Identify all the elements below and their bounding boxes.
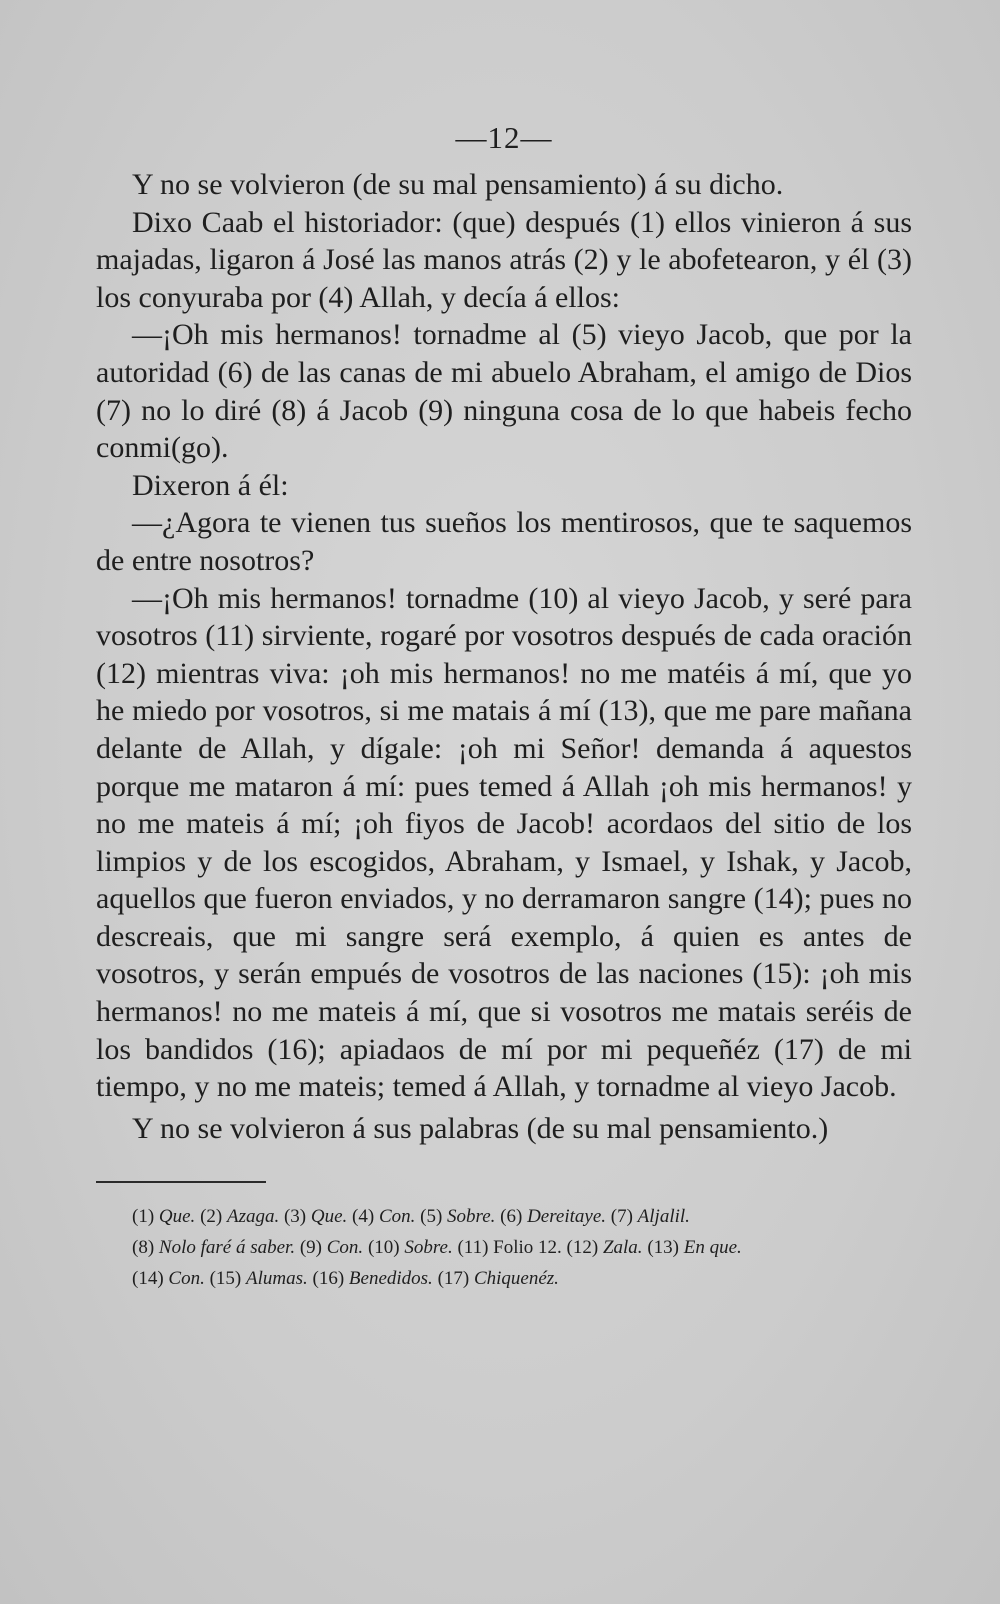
- footnote: (11) Folio 12.: [457, 1237, 562, 1259]
- book-page: [96, 118, 912, 1294]
- footnote: (5) Sobre.: [420, 1206, 496, 1228]
- footnote: (3) Que.: [283, 1206, 348, 1228]
- paragraph: Dixeron á él:: [132, 468, 289, 502]
- footnote-divider: [96, 1181, 266, 1183]
- paragraph: Y no se volvieron á sus palabras (de su mal pensamiento.): [132, 1111, 829, 1145]
- footnote: (15) Alumas.: [209, 1268, 308, 1290]
- footnote: (6) Dereitaye.: [500, 1206, 607, 1228]
- body-text: [96, 166, 912, 1147]
- footnote: (17) Chiquenéz.: [437, 1268, 559, 1290]
- footnote: (9) Con.: [299, 1237, 364, 1259]
- footnote: (8) Nolo faré á saber.: [132, 1237, 296, 1259]
- paragraph: Y no se volvieron (de su mal pensamiento) á su dicho.: [132, 168, 784, 201]
- paragraph: —¡Oh mis hermanos! tornadme (10) al vieyo Jacob, y seré para vosotros (11) sirviente, rogaré por vosotros después de cada oración (12) mientras viva: ¡oh mis hermanos! no me matéis á mí, que yo he miedo por vosotros, si me matais á mí (13), que me pare mañana delante de Allah, y dígale: ¡oh mi Señor! demanda á aquestos porque me mataron á mí: pues temed á Allah ¡oh mis hermanos! y no me mateis á mí; ¡oh fiyos de Jacob! acordaos del sitio de los limpios y de los escogidos, Abraham, y Ismael, y Ishak, y Jacob, aquellos que fueron enviados, y no derramaron sangre (14); pues no descreais, que mi sangre será exemplo, á quien es antes de vosotros, y serán empués de vosotros de las naciones (15): ¡oh mis hermanos! no me mateis á mí, que si vosotros me matais seréis de los bandidos (16); apiadaos de mí por mi pequeñéz (17) de mi tiempo, y no me mateis; temed á Allah, y tornadme al vieyo Jacob.: [96, 581, 912, 1104]
- footnote: (16) Benedidos.: [312, 1268, 433, 1290]
- footnote: (7) Aljalil.: [610, 1206, 690, 1228]
- page-number: —12—: [455, 120, 553, 155]
- paragraph: —¿Agora te vienen tus sueños los mentirosos, que te saquemos de entre nosotros?: [96, 506, 912, 577]
- footnote: (12) Zala.: [566, 1237, 643, 1259]
- footnote: (2) Azaga.: [200, 1206, 280, 1228]
- footnote: (13) En que.: [647, 1237, 742, 1259]
- footnotes: [96, 1201, 912, 1294]
- paragraph: —¡Oh mis hermanos! tornadme al (5) vieyo Jacob, que por la autoridad (6) de las canas de mi abuelo Abraham, el amigo de Dios (7) no lo diré (8) á Jacob (9) ninguna cosa de lo que habeis fecho conmi(go).: [96, 318, 912, 465]
- paragraph: Dixo Caab el historiador: (que) después (1) ellos vinieron á sus majadas, ligaron á José las manos atrás (2) y le abofetearon, y él (3) los conyuraba por (4) Allah, y decía á ellos:: [96, 205, 912, 314]
- footnote: (1) Que.: [132, 1206, 196, 1228]
- footnote: (14) Con.: [132, 1268, 205, 1290]
- footnote: (10) Sobre.: [367, 1237, 453, 1259]
- footnote: (4) Con.: [352, 1206, 416, 1228]
